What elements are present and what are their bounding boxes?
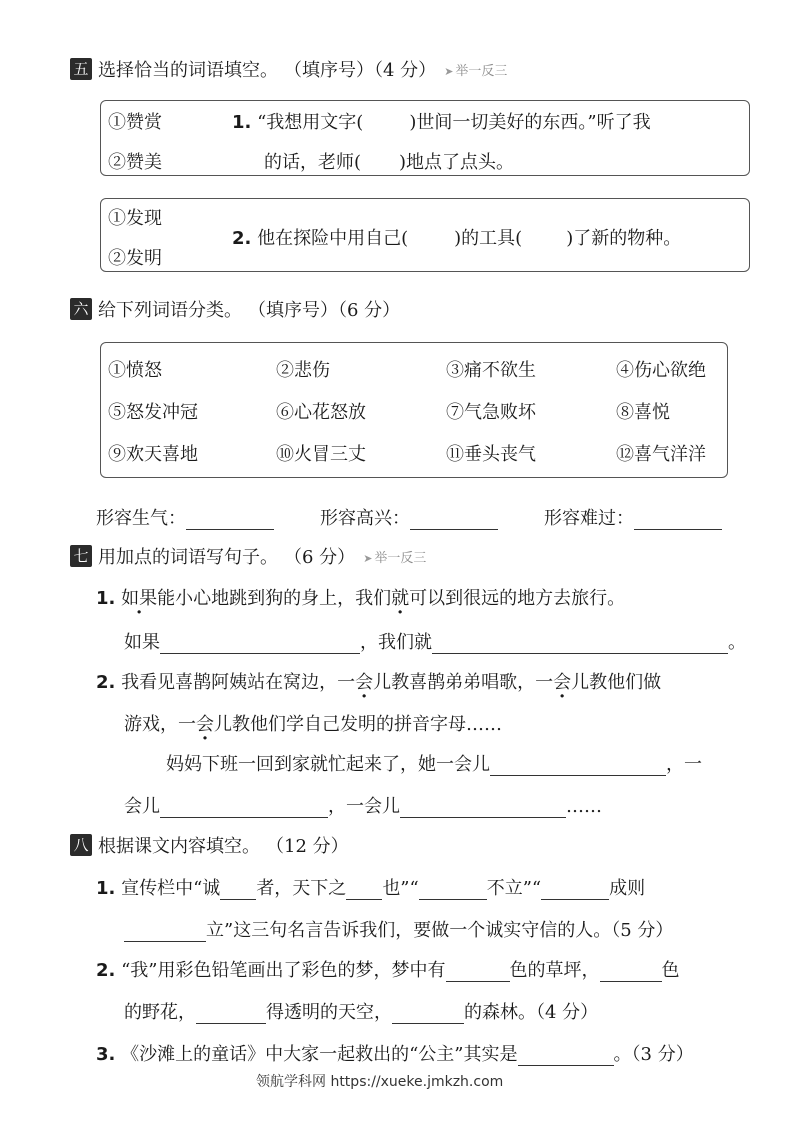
s8-q1-blank-4[interactable] — [541, 881, 609, 900]
section-8-note: （12 分） — [266, 836, 349, 857]
s7-q2-text-4b: ，一会儿 — [328, 796, 400, 817]
s7-q1-dotted-jiu: 就 — [391, 588, 410, 609]
s6-category-sad-label: 形容难过： — [544, 508, 634, 529]
s8-q2-line-1 — [96, 956, 680, 982]
section-7-note: （6 分） — [284, 547, 356, 568]
s7-q1-text-b: 能小心地跳到狗的身上，我们 — [157, 588, 392, 609]
section-5-badge: 五 — [70, 58, 92, 80]
section-6-badge: 六 — [70, 298, 92, 320]
section-7-title: 用加点的词语写句子。 — [98, 547, 278, 568]
word-item: ⑤怒发冲冠 — [108, 402, 198, 423]
s5-q2-line — [232, 224, 681, 250]
s6-category-sad-blank[interactable] — [634, 511, 722, 530]
s7-q2-text-1c: 教喜鹊弟弟唱歌， — [391, 672, 536, 693]
s6-category-anger-blank[interactable] — [186, 511, 274, 530]
s7-q2-text-3b: ，一 — [666, 754, 702, 775]
s8-q2-number: 2. — [96, 960, 116, 981]
s6-category-anger — [96, 504, 274, 530]
section-5-note: （填序号）（4 分） — [284, 60, 437, 81]
s5-q2-text-c: )了新的物种。 — [566, 228, 682, 249]
s7-q2-blank-2[interactable] — [160, 799, 328, 818]
s7-q1-fill-line — [124, 628, 746, 654]
s7-q1-fill-b: ，我们就 — [360, 632, 432, 653]
s6-category-anger-label: 形容生气： — [96, 508, 186, 529]
word-item: ⑪垂头丧气 — [446, 444, 536, 465]
s8-q1-number: 1. — [96, 878, 116, 899]
s5-q1-text-a: “我想用文字( — [257, 112, 364, 133]
s8-q1-line-2 — [124, 916, 673, 942]
s7-q1-fill-a: 如果 — [124, 632, 160, 653]
section-6-note: （填序号）（6 分） — [248, 300, 401, 321]
s7-q1-blank-1[interactable] — [160, 635, 360, 654]
s7-q2-text-2a: 游戏， — [124, 714, 178, 735]
s7-q2-line-4 — [124, 792, 602, 818]
s7-q2-line-3 — [166, 750, 702, 776]
s7-q1-blank-2[interactable] — [432, 635, 728, 654]
word-item: ⑧喜悦 — [616, 402, 670, 423]
s6-category-happy-blank[interactable] — [410, 511, 498, 530]
section-7-header — [70, 543, 426, 569]
s7-q1-text-d: 可以到很远的地方去旅行。 — [409, 588, 626, 609]
s8-q2-blank-2[interactable] — [600, 963, 662, 982]
section-6-header — [70, 296, 400, 322]
s7-q1-number: 1. — [96, 588, 116, 609]
s7-q2-text-3a: 妈妈下班一回到家就忙起来了，她一会儿 — [166, 754, 490, 775]
s7-q1-fill-c: 。 — [728, 632, 746, 653]
word-item: ②悲伤 — [276, 360, 330, 381]
s5-q1-number: 1. — [232, 112, 252, 133]
s5-q2-text-b: )的工具( — [454, 228, 523, 249]
word-item: ③痛不欲生 — [446, 360, 536, 381]
s8-q2-text-d: 的野花， — [124, 1002, 196, 1023]
s8-q2-text-b: 色的草坪， — [509, 960, 600, 981]
s8-q3-text-b: 。（3 分） — [613, 1044, 694, 1065]
section-6-title: 给下列词语分类。 — [98, 300, 242, 321]
s8-q2-blank-1[interactable] — [446, 963, 510, 982]
s6-category-sad — [544, 504, 722, 530]
s8-q1-text-f: 立”这三句名言告诉我们，要做一个诚实守信的人。（5 分） — [206, 920, 674, 941]
section-7-tag: ➤ 举一反三 — [363, 547, 426, 566]
s7-q2-text-1e: 教他们做 — [589, 672, 662, 693]
s5-q2-number: 2. — [232, 228, 252, 249]
word-item: ⑫喜气洋洋 — [616, 444, 706, 465]
s8-q3-number: 3. — [96, 1044, 116, 1065]
s7-q2-text-4a: 会儿 — [124, 796, 160, 817]
s8-q1-line-1 — [96, 874, 645, 900]
s7-q2-dotted-2: 一会儿 — [535, 672, 590, 693]
s8-q1-blank-3[interactable] — [419, 881, 487, 900]
s7-q1-dotted-ruguo: 如果 — [121, 588, 158, 609]
s7-q2-line-2 — [124, 710, 502, 736]
s8-q2-text-f: 的森林。（4 分） — [464, 1002, 599, 1023]
s7-q1-sentence — [96, 584, 625, 610]
s8-q3-line — [96, 1040, 694, 1066]
s5-q1-text-c: 的话，老师( — [264, 152, 362, 173]
section-8-badge: 八 — [70, 834, 92, 856]
s5-q2-text-a: 他在探险中用自己( — [257, 228, 409, 249]
s5-q1-line-2 — [264, 148, 514, 174]
s8-q2-text-c: 色 — [661, 960, 680, 981]
s8-q2-blank-3[interactable] — [196, 1005, 266, 1024]
s6-category-happy — [320, 504, 498, 530]
s8-q1-blank-5[interactable] — [124, 923, 206, 942]
word-item: ⑦气急败坏 — [446, 402, 536, 423]
s5-q1-option-1: ①赞赏 — [108, 112, 162, 133]
s5-q1-text-d: )地点了点头。 — [399, 152, 515, 173]
s5-q1-text-b: )世间一切美好的东西。”听了我 — [409, 112, 651, 133]
word-item: ①愤怒 — [108, 360, 162, 381]
s8-q3-blank-1[interactable] — [518, 1047, 614, 1066]
s8-q1-text-d: 不立”“ — [486, 878, 542, 899]
word-item: ④伤心欲绝 — [616, 360, 706, 381]
section-7-badge: 七 — [70, 545, 92, 567]
section-8-header — [70, 832, 349, 858]
s6-category-happy-label: 形容高兴： — [320, 508, 410, 529]
s7-q2-number: 2. — [96, 672, 116, 693]
s7-q2-text-1a: 我看见喜鹊阿姨站在窝边， — [121, 672, 338, 693]
s8-q2-text-e: 得透明的天空， — [266, 1002, 392, 1023]
s8-q3-text-a: 《沙滩上的童话》中大家一起救出的“公主”其实是 — [121, 1044, 518, 1065]
s7-q2-text-2c: 教他们学自己发明的拼音字母…… — [232, 714, 502, 735]
s8-q1-text-b: 者，天下之 — [256, 878, 347, 899]
s8-q2-line-2 — [124, 998, 598, 1024]
section-5-header — [70, 56, 507, 82]
s8-q1-blank-2[interactable] — [346, 881, 382, 900]
s5-q2-option-1: ①发现 — [108, 208, 162, 229]
word-item: ⑩火冒三丈 — [276, 444, 366, 465]
s8-q1-text-c: 也”“ — [382, 878, 419, 899]
s5-q1-line-1 — [232, 108, 651, 134]
s8-q2-text-a: “我”用彩色铅笔画出了彩色的梦，梦中有 — [121, 960, 446, 981]
section-8-title: 根据课文内容填空。 — [98, 836, 260, 857]
s8-q2-blank-4[interactable] — [392, 1005, 464, 1024]
section-5-tag: ➤ 举一反三 — [444, 60, 507, 79]
s5-q2-option-2: ②发明 — [108, 248, 162, 269]
s7-q2-blank-1[interactable] — [490, 757, 666, 776]
s5-q1-option-2: ②赞美 — [108, 152, 162, 173]
s7-q2-line-1 — [96, 668, 661, 694]
s7-q2-dotted-1: 一会儿 — [337, 672, 392, 693]
footer-watermark[interactable]: 领航学科网 https://xueke.jmkzh.com — [256, 1074, 504, 1090]
s8-q1-text-a: 宣传栏中“诚 — [121, 878, 221, 899]
section-5-title: 选择恰当的词语填空。 — [98, 60, 278, 81]
s8-q1-text-e: 成则 — [609, 878, 646, 899]
s7-q2-dotted-3: 一会儿 — [178, 714, 232, 735]
s7-q2-text-4c: …… — [566, 796, 602, 817]
word-item: ⑥心花怒放 — [276, 402, 366, 423]
s8-q1-blank-1[interactable] — [220, 881, 256, 900]
s7-q2-blank-3[interactable] — [400, 799, 566, 818]
word-item: ⑨欢天喜地 — [108, 444, 198, 465]
